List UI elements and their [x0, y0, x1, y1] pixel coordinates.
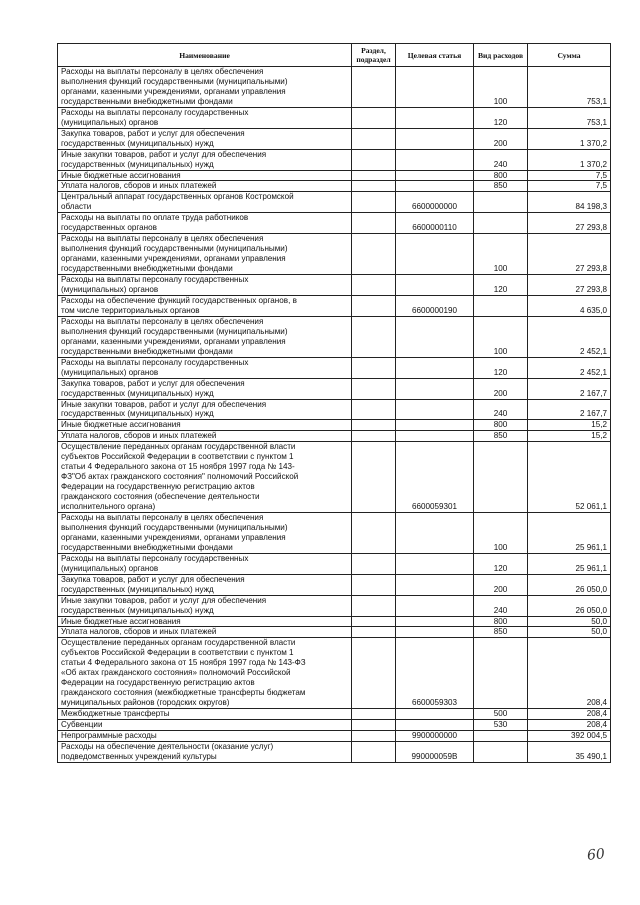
- row-amount-cell: 208,4: [528, 720, 611, 731]
- row-amount-cell: 1 370,2: [528, 149, 611, 170]
- row-expense-type-cell: 100: [474, 316, 528, 357]
- row-name-cell: Расходы на выплаты персоналу в целях обеспечения выполнения функций государственными (муниципальными) органами, казенными учреждениями, органами управления государственными внебюджетными фондами: [58, 316, 352, 357]
- row-target-article-cell: [396, 616, 474, 627]
- table-body: [58, 67, 611, 763]
- table-row: [58, 731, 611, 742]
- row-amount-cell: 2 452,1: [528, 357, 611, 378]
- row-expense-type-cell: [474, 192, 528, 213]
- table-row: [58, 553, 611, 574]
- row-expense-type-cell: [474, 741, 528, 762]
- table-row: [58, 234, 611, 275]
- row-razdel-cell: [352, 213, 396, 234]
- row-amount-cell: 26 050,0: [528, 574, 611, 595]
- row-razdel-cell: [352, 67, 396, 108]
- row-target-article-cell: [396, 595, 474, 616]
- table-row: [58, 512, 611, 553]
- row-expense-type-cell: 100: [474, 67, 528, 108]
- row-expense-type-cell: 850: [474, 627, 528, 638]
- row-expense-type-cell: 850: [474, 431, 528, 442]
- row-amount-cell: 2 167,7: [528, 378, 611, 399]
- table-row: [58, 275, 611, 296]
- row-amount-cell: 50,0: [528, 616, 611, 627]
- table-row: [58, 192, 611, 213]
- row-expense-type-cell: 100: [474, 512, 528, 553]
- table-row: [58, 638, 611, 709]
- row-name-cell: Субвенции: [58, 720, 352, 731]
- row-razdel-cell: [352, 234, 396, 275]
- row-amount-cell: 208,4: [528, 638, 611, 709]
- row-razdel-cell: [352, 275, 396, 296]
- row-razdel-cell: [352, 731, 396, 742]
- row-amount-cell: 50,0: [528, 627, 611, 638]
- row-amount-cell: 27 293,8: [528, 213, 611, 234]
- row-name-cell: Иные закупки товаров, работ и услуг для обеспечения государственных (муниципальных) нужд: [58, 149, 352, 170]
- row-amount-cell: 2 452,1: [528, 316, 611, 357]
- row-expense-type-cell: 200: [474, 128, 528, 149]
- row-expense-type-cell: 200: [474, 378, 528, 399]
- budget-table: [57, 43, 611, 763]
- budget-sheet: [57, 43, 610, 763]
- row-razdel-cell: [352, 595, 396, 616]
- row-razdel-cell: [352, 295, 396, 316]
- row-target-article-cell: [396, 107, 474, 128]
- table-row: [58, 741, 611, 762]
- row-target-article-cell: [396, 720, 474, 731]
- row-amount-cell: 15,2: [528, 420, 611, 431]
- row-expense-type-cell: [474, 213, 528, 234]
- row-name-cell: Расходы на выплаты персоналу в целях обеспечения выполнения функций государственными (муниципальными) органами, казенными учреждениями, органами управления государственными внебюджетными фондами: [58, 234, 352, 275]
- table-row: [58, 316, 611, 357]
- row-razdel-cell: [352, 709, 396, 720]
- row-name-cell: Уплата налогов, сборов и иных платежей: [58, 627, 352, 638]
- row-expense-type-cell: 240: [474, 399, 528, 420]
- row-name-cell: Осуществление переданных органам государственной власти субъектов Российской Федерации в соответствии с пунктом 1 статьи 4 Федерального закона от 15 ноября 1997 года № 143- ФЗ"Об актах гражданского состояния" полномочий Российской Федерации на государственную регистрацию актов гражданского состояния (обеспечение деятельности исполнительного органа): [58, 442, 352, 513]
- row-expense-type-cell: [474, 442, 528, 513]
- row-target-article-cell: [396, 512, 474, 553]
- row-amount-cell: 1 370,2: [528, 128, 611, 149]
- header-razdel: Раздел, подраздел: [352, 44, 396, 67]
- row-expense-type-cell: 850: [474, 181, 528, 192]
- row-razdel-cell: [352, 192, 396, 213]
- row-target-article-cell: [396, 234, 474, 275]
- row-target-article-cell: 6600000000: [396, 192, 474, 213]
- table-row: [58, 720, 611, 731]
- row-expense-type-cell: 530: [474, 720, 528, 731]
- row-razdel-cell: [352, 741, 396, 762]
- row-name-cell: Уплата налогов, сборов и иных платежей: [58, 181, 352, 192]
- table-row: [58, 627, 611, 638]
- header-vid: Вид расходов: [474, 44, 528, 67]
- row-name-cell: Расходы на обеспечение деятельности (оказание услуг) подведомственных учреждений культуры: [58, 741, 352, 762]
- row-amount-cell: 753,1: [528, 67, 611, 108]
- row-name-cell: Расходы на обеспечение функций государственных органов, в том числе территориальных органов: [58, 295, 352, 316]
- row-name-cell: Закупка товаров, работ и услуг для обеспечения государственных (муниципальных) нужд: [58, 378, 352, 399]
- table-row: [58, 378, 611, 399]
- row-expense-type-cell: 240: [474, 149, 528, 170]
- row-razdel-cell: [352, 420, 396, 431]
- table-row: [58, 616, 611, 627]
- row-razdel-cell: [352, 128, 396, 149]
- row-razdel-cell: [352, 170, 396, 181]
- table-row: [58, 128, 611, 149]
- row-razdel-cell: [352, 616, 396, 627]
- row-target-article-cell: [396, 709, 474, 720]
- page-number: 60: [586, 846, 606, 864]
- table-row: [58, 431, 611, 442]
- row-name-cell: Иные закупки товаров, работ и услуг для обеспечения государственных (муниципальных) нужд: [58, 399, 352, 420]
- row-target-article-cell: [396, 431, 474, 442]
- row-name-cell: Уплата налогов, сборов и иных платежей: [58, 431, 352, 442]
- table-row: [58, 107, 611, 128]
- table-row: [58, 67, 611, 108]
- row-amount-cell: 7,5: [528, 181, 611, 192]
- row-amount-cell: 26 050,0: [528, 595, 611, 616]
- table-row: [58, 149, 611, 170]
- row-name-cell: Иные закупки товаров, работ и услуг для обеспечения государственных (муниципальных) нужд: [58, 595, 352, 616]
- row-name-cell: Иные бюджетные ассигнования: [58, 170, 352, 181]
- row-name-cell: Закупка товаров, работ и услуг для обеспечения государственных (муниципальных) нужд: [58, 574, 352, 595]
- row-amount-cell: 392 004,5: [528, 731, 611, 742]
- row-amount-cell: 4 635,0: [528, 295, 611, 316]
- row-expense-type-cell: 120: [474, 357, 528, 378]
- row-name-cell: Расходы на выплаты персоналу государственных (муниципальных) органов: [58, 357, 352, 378]
- row-amount-cell: 753,1: [528, 107, 611, 128]
- row-target-article-cell: [396, 378, 474, 399]
- row-razdel-cell: [352, 181, 396, 192]
- row-amount-cell: 208,4: [528, 709, 611, 720]
- row-name-cell: Иные бюджетные ассигнования: [58, 616, 352, 627]
- row-expense-type-cell: [474, 638, 528, 709]
- row-name-cell: Расходы на выплаты персоналу государственных (муниципальных) органов: [58, 107, 352, 128]
- row-razdel-cell: [352, 357, 396, 378]
- row-razdel-cell: [352, 627, 396, 638]
- row-name-cell: Осуществление переданных органам государственной власти субъектов Российской Федерации в соответствии с пунктом 1 статьи 4 Федерального закона от 15 ноября 1997 года № 143-ФЗ «Об актах гражданского состояния» полномочий Российской Федерации на государственную регистрацию актов гражданского состояния (межбюджетные трансферты бюджетам муниципальных районов (городских округов): [58, 638, 352, 709]
- row-target-article-cell: [396, 275, 474, 296]
- header-sum: Сумма: [528, 44, 611, 67]
- row-name-cell: Расходы на выплаты персоналу государственных (муниципальных) органов: [58, 553, 352, 574]
- row-target-article-cell: [396, 181, 474, 192]
- table-row: [58, 170, 611, 181]
- row-name-cell: Расходы на выплаты по оплате труда работников государственных органов: [58, 213, 352, 234]
- row-amount-cell: 84 198,3: [528, 192, 611, 213]
- row-razdel-cell: [352, 378, 396, 399]
- row-name-cell: Расходы на выплаты персоналу государственных (муниципальных) органов: [58, 275, 352, 296]
- row-target-article-cell: 6600000110: [396, 213, 474, 234]
- row-name-cell: Непрограммные расходы: [58, 731, 352, 742]
- row-expense-type-cell: [474, 731, 528, 742]
- table-row: [58, 295, 611, 316]
- row-expense-type-cell: 800: [474, 616, 528, 627]
- row-expense-type-cell: 200: [474, 574, 528, 595]
- row-amount-cell: 25 961,1: [528, 553, 611, 574]
- row-razdel-cell: [352, 574, 396, 595]
- table-row: [58, 574, 611, 595]
- row-name-cell: Межбюджетные трансферты: [58, 709, 352, 720]
- row-target-article-cell: [396, 128, 474, 149]
- row-name-cell: Расходы на выплаты персоналу в целях обеспечения выполнения функций государственными (муниципальными) органами, казенными учреждениями, органами управления государственными внебюджетными фондами: [58, 67, 352, 108]
- row-expense-type-cell: 800: [474, 170, 528, 181]
- row-amount-cell: 2 167,7: [528, 399, 611, 420]
- row-name-cell: Расходы на выплаты персоналу в целях обеспечения выполнения функций государственными (муниципальными) органами, казенными учреждениями, органами управления государственными внебюджетными фондами: [58, 512, 352, 553]
- row-razdel-cell: [352, 442, 396, 513]
- row-expense-type-cell: 800: [474, 420, 528, 431]
- row-expense-type-cell: 100: [474, 234, 528, 275]
- row-razdel-cell: [352, 399, 396, 420]
- table-header-row: [58, 44, 611, 67]
- row-target-article-cell: [396, 627, 474, 638]
- row-razdel-cell: [352, 107, 396, 128]
- row-expense-type-cell: 120: [474, 275, 528, 296]
- table-row: [58, 442, 611, 513]
- row-target-article-cell: [396, 316, 474, 357]
- row-target-article-cell: 990000059В: [396, 741, 474, 762]
- row-target-article-cell: 6600000190: [396, 295, 474, 316]
- row-razdel-cell: [352, 638, 396, 709]
- row-target-article-cell: [396, 149, 474, 170]
- table-row: [58, 595, 611, 616]
- table-row: [58, 181, 611, 192]
- row-expense-type-cell: 120: [474, 107, 528, 128]
- row-razdel-cell: [352, 512, 396, 553]
- table-row: [58, 399, 611, 420]
- table-row: [58, 420, 611, 431]
- row-name-cell: Закупка товаров, работ и услуг для обеспечения государственных (муниципальных) нужд: [58, 128, 352, 149]
- row-razdel-cell: [352, 316, 396, 357]
- row-target-article-cell: [396, 357, 474, 378]
- row-target-article-cell: [396, 574, 474, 595]
- row-expense-type-cell: 120: [474, 553, 528, 574]
- header-name: Наименование: [58, 44, 352, 67]
- row-amount-cell: 15,2: [528, 431, 611, 442]
- row-razdel-cell: [352, 149, 396, 170]
- row-razdel-cell: [352, 553, 396, 574]
- row-target-article-cell: 6600059303: [396, 638, 474, 709]
- header-kcsr: Целевая статья: [396, 44, 474, 67]
- row-name-cell: Центральный аппарат государственных органов Костромской области: [58, 192, 352, 213]
- row-target-article-cell: 9900000000: [396, 731, 474, 742]
- row-target-article-cell: [396, 170, 474, 181]
- row-amount-cell: 52 061,1: [528, 442, 611, 513]
- row-amount-cell: 7,5: [528, 170, 611, 181]
- row-expense-type-cell: [474, 295, 528, 316]
- row-razdel-cell: [352, 431, 396, 442]
- row-expense-type-cell: 240: [474, 595, 528, 616]
- row-amount-cell: 27 293,8: [528, 234, 611, 275]
- row-amount-cell: 35 490,1: [528, 741, 611, 762]
- table-row: [58, 213, 611, 234]
- table-row: [58, 709, 611, 720]
- table-row: [58, 357, 611, 378]
- row-name-cell: Иные бюджетные ассигнования: [58, 420, 352, 431]
- row-target-article-cell: [396, 420, 474, 431]
- row-expense-type-cell: 500: [474, 709, 528, 720]
- row-amount-cell: 27 293,8: [528, 275, 611, 296]
- row-target-article-cell: [396, 67, 474, 108]
- row-target-article-cell: [396, 399, 474, 420]
- row-target-article-cell: [396, 553, 474, 574]
- row-razdel-cell: [352, 720, 396, 731]
- row-amount-cell: 25 961,1: [528, 512, 611, 553]
- row-target-article-cell: 6600059301: [396, 442, 474, 513]
